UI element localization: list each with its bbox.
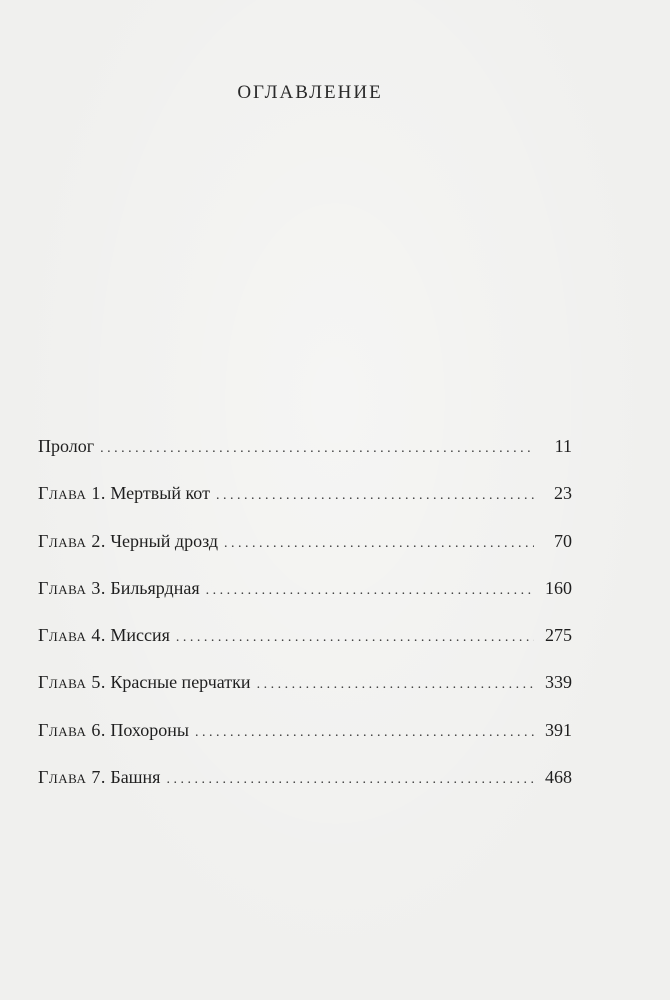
toc-entry-label bbox=[38, 672, 257, 693]
toc-page-number: 11 bbox=[554, 436, 572, 456]
toc-chapter-number: Глава 7. bbox=[38, 767, 106, 788]
toc-entry-prologue bbox=[38, 436, 572, 483]
toc-entry-label bbox=[38, 531, 224, 552]
table-of-contents bbox=[38, 436, 572, 814]
toc-page-number: 339 bbox=[545, 672, 572, 693]
toc-leader-dots bbox=[257, 677, 534, 693]
toc-entry-chapter-4 bbox=[38, 625, 572, 672]
toc-entry-chapter-2 bbox=[38, 531, 572, 578]
toc-page-number: 70 bbox=[554, 530, 572, 551]
toc-chapter-number: Глава 3. bbox=[38, 577, 106, 598]
toc-chapter-number: Глава 1. bbox=[38, 483, 106, 504]
toc-page-number: 391 bbox=[545, 719, 572, 740]
toc-entry-title: Бильярдная bbox=[110, 577, 200, 598]
toc-entry-label bbox=[38, 625, 176, 646]
toc-entry-title: Похороны bbox=[110, 719, 189, 740]
toc-entry-chapter-1 bbox=[38, 483, 572, 530]
toc-entry-title: Черный дрозд bbox=[110, 530, 219, 551]
toc-chapter-number: Глава 4. bbox=[38, 625, 106, 646]
toc-entry-title: Башня bbox=[110, 767, 161, 788]
toc-page-number: 160 bbox=[545, 577, 572, 598]
toc-entry-label bbox=[38, 436, 100, 457]
toc-leader-dots bbox=[195, 725, 534, 741]
toc-entry-label bbox=[38, 578, 206, 599]
toc-leader-dots bbox=[176, 630, 534, 646]
toc-leader-dots bbox=[100, 441, 534, 457]
toc-entry-label bbox=[38, 483, 216, 504]
toc-page-number: 23 bbox=[554, 483, 572, 504]
toc-leader-dots bbox=[224, 536, 534, 552]
page-title: ОГЛАВЛЕНИЕ bbox=[237, 82, 383, 103]
toc-entry-chapter-7 bbox=[38, 767, 572, 814]
toc-page-number: 275 bbox=[545, 625, 572, 646]
toc-leader-dots bbox=[216, 488, 534, 504]
toc-leader-dots bbox=[206, 583, 534, 599]
toc-entry-title: Пролог bbox=[38, 436, 95, 456]
toc-entry-chapter-6 bbox=[38, 720, 572, 767]
toc-entry-chapter-3 bbox=[38, 578, 572, 625]
toc-entry-label bbox=[38, 767, 166, 788]
toc-entry-title: Мертвый кот bbox=[110, 483, 210, 504]
toc-chapter-number: Глава 5. bbox=[38, 672, 106, 693]
bleed-through-text bbox=[285, 232, 290, 253]
toc-chapter-number: Глава 6. bbox=[38, 719, 106, 740]
toc-page-number: 468 bbox=[545, 767, 572, 788]
toc-entry-title: Красные перчатки bbox=[110, 672, 251, 693]
toc-entry-title: Миссия bbox=[110, 625, 170, 646]
toc-entry-chapter-5 bbox=[38, 672, 572, 719]
toc-chapter-number: Глава 2. bbox=[38, 530, 106, 551]
toc-leader-dots bbox=[166, 772, 534, 788]
toc-entry-label bbox=[38, 720, 195, 741]
